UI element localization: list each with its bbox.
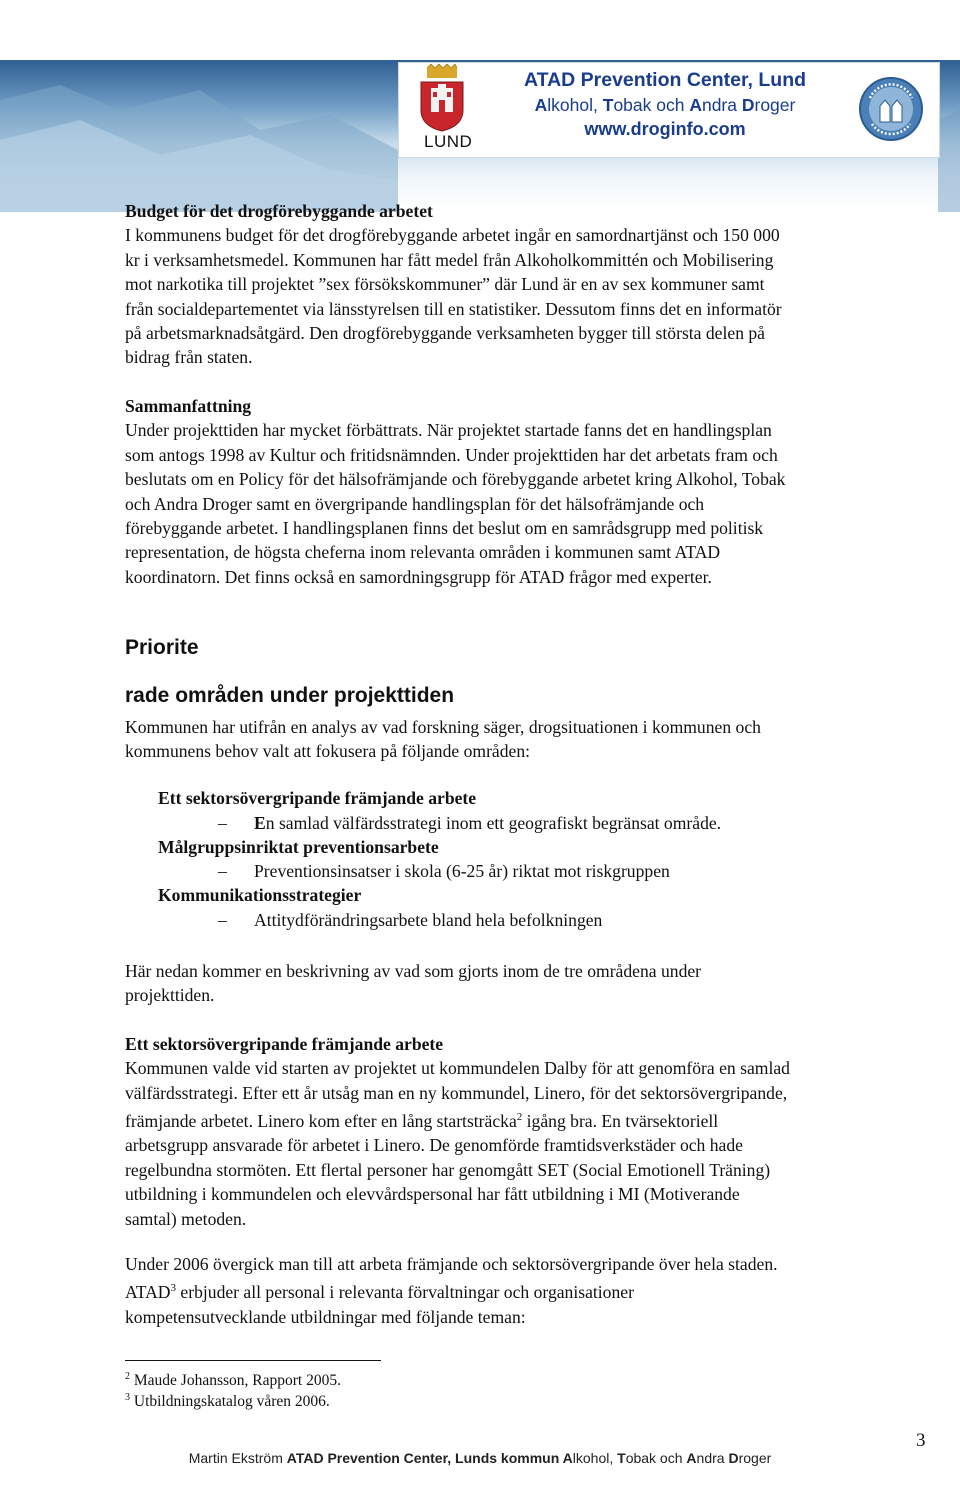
budget-line: på arbetsmarknadsåtgärd. Den drogförebyggande verksamheten bygger till största delen på xyxy=(125,323,765,344)
summary-section xyxy=(125,394,935,589)
priority-heading-part1: Priorite xyxy=(125,636,199,659)
footnote-divider xyxy=(125,1360,381,1361)
section-2006-line: Under 2006 övergick man till att arbeta främjande och sektorsövergripande över hela staden. xyxy=(125,1254,778,1274)
summary-line: beslutats om en Policy för det hälsofrämjande och förebyggande arbetet kring Alkohol, Tobak xyxy=(125,469,786,490)
page-footer: Martin Ekström ATAD Prevention Center, Lunds kommun Alkohol, Tobak och Andra Droger xyxy=(188,1450,772,1466)
section-2006-line: ATAD$^3$ erbjuder all personal i relevanta förvaltningar och organisationer xyxy=(125,1282,634,1303)
sector-section xyxy=(125,1032,935,1231)
footnote-ref-3: 3 xyxy=(170,1282,177,1295)
budget-section xyxy=(125,199,935,370)
budget-line: från socialdepartementet via länsstyrelsen till en statistiker. Dessutom finns det en informatör xyxy=(125,298,782,319)
area-title-1: Ett sektorsövergripande främjande arbete xyxy=(158,788,477,808)
summary-heading: Sammanfattning xyxy=(125,396,252,416)
sector-line: välfärdsstrategi. Efter ett år utsåg man en ny kommundel, Linero, för det sektorsövergripande, xyxy=(125,1082,788,1103)
footnote-3: $^3$ Utbildningskatalog våren 2006. xyxy=(125,1392,330,1411)
area-item-3: – Attitydförändringsarbete bland hela befolkningen xyxy=(218,910,603,930)
area-title-3: Kommunikationsstrategier xyxy=(158,885,362,905)
summary-line: förebyggande arbetet. I handlingsplanen finns det beslut om en samrådsgrupp med politisk xyxy=(125,518,764,539)
priority-heading-part2: rade områden under projekttiden xyxy=(125,684,455,707)
budget-line: I kommunens budget för det drogförebyggande arbetet ingår en samordnartjänst och 150 000 xyxy=(125,225,780,246)
priority-outro xyxy=(125,959,935,1008)
footnote-2: $^2$ Maude Johansson, Rapport 2005. xyxy=(125,1371,341,1390)
budget-line: kr i verksamhetsmedel. Kommunen har fått medel från Alkoholkommittén och Mobilisering xyxy=(125,249,774,270)
priority-outro-line: projekttiden. xyxy=(125,985,215,1006)
area-title-2: Målgruppsinriktat preventionsarbete xyxy=(158,837,439,857)
brand-url-link[interactable]: www.droginfo.com xyxy=(584,119,746,139)
priority-intro-line: Kommunen har utifrån en analys av vad forskning säger, drogsituationen i kommunen och xyxy=(125,717,761,737)
summary-line: representation, de högsta cheferna inom relevanta områden i kommunen samt ATAD xyxy=(125,542,721,563)
page-number: 3 xyxy=(916,1430,926,1451)
crest-label: LUND xyxy=(424,132,473,151)
sector-line: arbetsgrupp ansvarade för arbetet i Linero. De genomförde framtidsverkstäder och hade xyxy=(125,1135,743,1156)
area-item-2: – Preventionsinsatser i skola (6-25 år) riktat mot riskgruppen xyxy=(218,861,670,881)
sector-line: regelbundna stormöten. Ett flertal personer har genomgått SET (Social Emotionell Träning) xyxy=(125,1159,771,1180)
summary-line: och Andra Droger samt en övergripande handlingsplan för det hälsofrämjande och xyxy=(125,493,705,514)
brand-subtitle: Alkohol, Tobak och Andra Droger xyxy=(534,95,796,115)
budget-line: bidrag från staten. xyxy=(125,347,253,368)
sector-heading: Ett sektorsövergripande främjande arbete xyxy=(125,1034,444,1054)
summary-line: Under projekttiden har mycket förbättrats. När projektet startade fanns det en handlingsplan xyxy=(125,420,772,441)
priority-intro xyxy=(125,715,935,764)
section-2006 xyxy=(125,1252,935,1329)
priority-intro-line: kommunens behov valt att fokusera på följande områden: xyxy=(125,741,531,762)
lund-crest-icon xyxy=(415,64,469,132)
sector-line: samtal) metoden. xyxy=(125,1208,247,1229)
droginfo-logo-icon xyxy=(858,76,924,142)
summary-line: som antogs 1998 av Kultur och fritidsnämnden. Under projekttiden har det arbetats fram och xyxy=(125,444,778,465)
area-item-1: – En samlad välfärdsstrategi inom ett geografiskt begränsat område. xyxy=(218,813,722,833)
brand-title: ATAD Prevention Center, Lund xyxy=(523,69,807,91)
budget-line: mot narkotika till projektet ”sex försökskommuner” där Lund är en av sex kommuner samt xyxy=(125,274,765,295)
summary-line: koordinatorn. Det finns också en samordningsgrupp för ATAD frågor med experter. xyxy=(125,566,712,587)
footnote-ref-2: 2 xyxy=(516,1111,523,1124)
priority-outro-line: Här nedan kommer en beskrivning av vad som gjorts inom de tre områdena under xyxy=(125,961,702,981)
section-2006-line: kompetensutvecklande utbildningar med följande teman: xyxy=(125,1306,526,1327)
sector-line: främjande arbetet. Linero kom efter en lång startsträcka$^2$ igång bra. En tvärsektoriell xyxy=(125,1111,719,1132)
budget-heading: Budget för det drogförebyggande arbetet xyxy=(125,201,433,221)
sector-line: Kommunen valde vid starten av projektet ut kommundelen Dalby för att genomföra en samlad xyxy=(125,1058,790,1079)
sector-line: utbildning i kommundelen och elevvårdspersonal har fått utbildning i MI (Motiverande xyxy=(125,1184,740,1205)
